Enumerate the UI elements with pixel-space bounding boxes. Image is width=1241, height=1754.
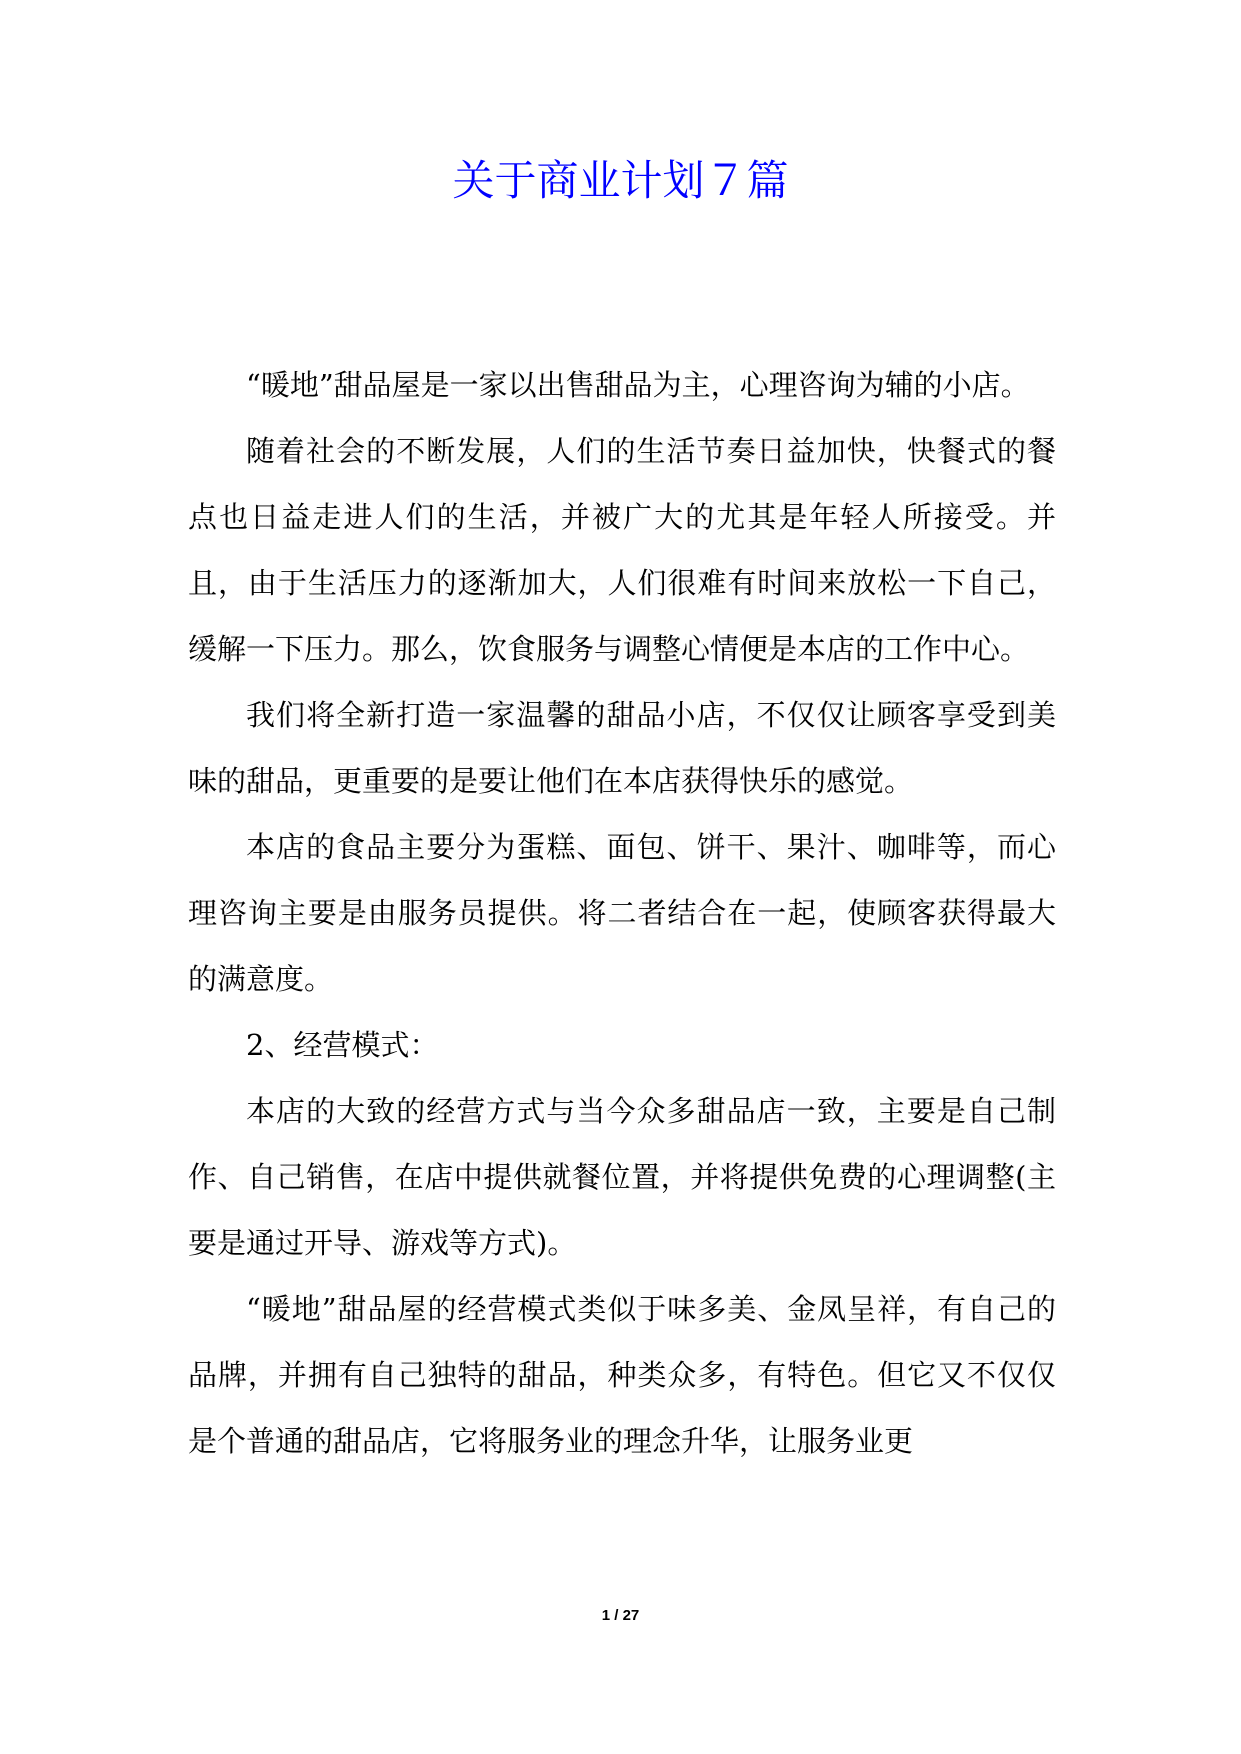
section-heading: 2、经营模式： (246, 1028, 439, 1062)
paragraph: 本店的大致的经营方式与当今众多甜品店一致，主要是自己制作、自己销售，在店中提供就餐位置，并将提供免费的心理调整(主要是通过开导、游戏等方式)。 (188, 1094, 1056, 1260)
document-title: 关于商业计划７篇 (452, 156, 789, 205)
paragraph: “暖地”甜品屋是一家以出售甜品为主，心理咨询为辅的小店。 (246, 368, 1030, 402)
paragraph: 我们将全新打造一家温馨的甜品小店，不仅仅让顾客享受到美味的甜品，更重要的是要让他们在本店获得快乐的感觉。 (188, 698, 1056, 798)
document-body (188, 352, 1056, 1474)
paragraph: 本店的食品主要分为蛋糕、面包、饼干、果汁、咖啡等，而心理咨询主要是由服务员提供。将二者结合在一起，使顾客获得最大的满意度。 (188, 830, 1056, 996)
paragraph: 随着社会的不断发展，人们的生活节奏日益加快，快餐式的餐点也日益走进人们的生活，并被广大的尤其是年轻人所接受。并且，由于生活压力的逐渐加大，人们很难有时间来放松一下自己，缓解一下压力。那么，饮食服务与调整心情便是本店的工作中心。 (188, 434, 1056, 666)
page-number: 1 / 27 (601, 1607, 640, 1624)
paragraph: “暖地”甜品屋的经营模式类似于味多美、金凤呈祥，有自己的品牌，并拥有自己独特的甜品，种类众多，有特色。但它又不仅仅是个普通的甜品店，它将服务业的理念升华，让服务业更 (188, 1292, 1056, 1458)
